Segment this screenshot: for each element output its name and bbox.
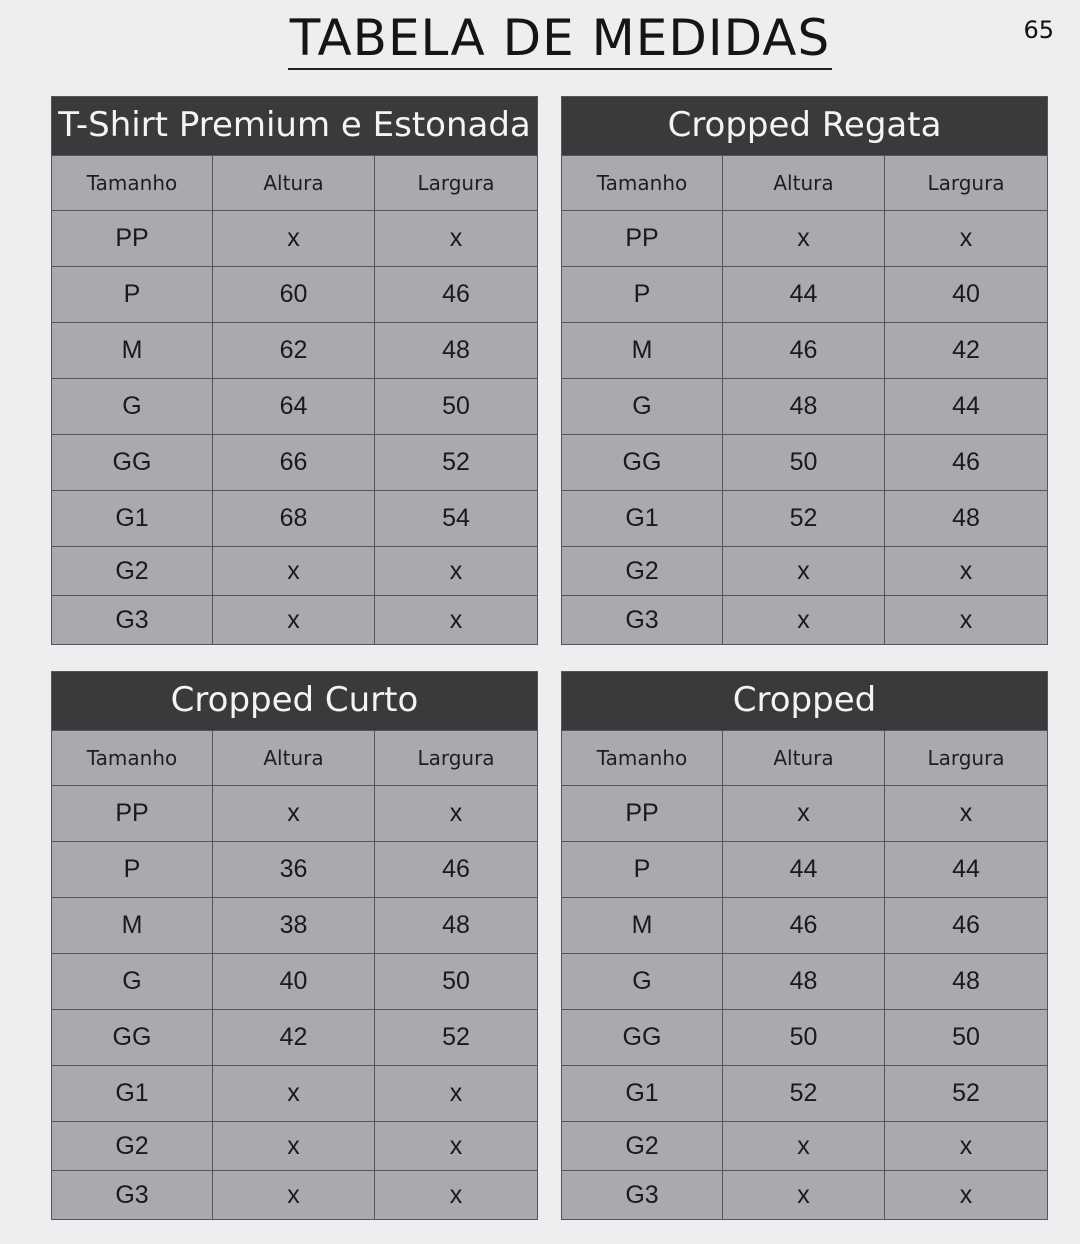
size-cell: G1 [52, 1066, 213, 1121]
width-cell: x [449, 1131, 463, 1160]
height-cell: x [723, 211, 885, 266]
height-cell: x [213, 547, 375, 595]
table-row [52, 266, 537, 322]
width-cell: 44 [952, 855, 980, 883]
height-cell: 40 [213, 954, 375, 1009]
height-cell: 52 [723, 491, 885, 546]
size-cell: GG [562, 1010, 723, 1065]
height-cell: x [213, 786, 375, 841]
table-header-row [52, 155, 537, 210]
page-number: 65 [1023, 16, 1054, 44]
table-row [562, 1009, 1047, 1065]
height-cell: 48 [723, 954, 885, 1009]
height-cell: 42 [213, 1010, 375, 1065]
table-row [52, 595, 537, 644]
column-header: Tamanho [562, 731, 723, 785]
page-title-text: TABELA DE MEDIDAS [288, 8, 832, 70]
height-cell: 46 [723, 898, 885, 953]
height-cell: 50 [723, 435, 885, 490]
height-cell: x [723, 786, 885, 841]
height-cell: 48 [723, 379, 885, 434]
size-cell: M [52, 898, 213, 953]
width-cell: 52 [442, 1023, 470, 1051]
column-header: Altura [213, 156, 375, 210]
table-row [52, 1009, 537, 1065]
height-cell: 62 [213, 323, 375, 378]
size-table-cropped [561, 671, 1048, 1220]
width-cell: 46 [442, 280, 470, 308]
table-header-row [52, 730, 537, 785]
size-cell: G2 [562, 1122, 723, 1170]
size-cell: P [562, 267, 723, 322]
height-cell: x [723, 1122, 885, 1170]
size-cell: G2 [52, 547, 213, 595]
size-cell: G3 [562, 1171, 723, 1219]
size-cell: G [562, 379, 723, 434]
height-cell: 66 [213, 435, 375, 490]
table-row [52, 785, 537, 841]
size-cell: GG [52, 435, 213, 490]
size-cell: M [562, 898, 723, 953]
width-cell: x [959, 1180, 973, 1209]
column-header: Tamanho [52, 156, 213, 210]
table-header-row [562, 730, 1047, 785]
table-row [52, 546, 537, 595]
height-cell: 60 [213, 267, 375, 322]
column-header: Tamanho [52, 731, 213, 785]
table-row [52, 434, 537, 490]
size-cell: P [52, 842, 213, 897]
width-cell: x [449, 1079, 463, 1107]
width-cell: x [449, 224, 463, 252]
height-cell: x [213, 1066, 375, 1121]
table-row [52, 378, 537, 434]
height-cell: x [213, 1122, 375, 1170]
width-cell: x [959, 605, 973, 634]
column-header: Altura [723, 156, 885, 210]
size-cell: G1 [52, 491, 213, 546]
table-title: T-Shirt Premium e Estonada [52, 97, 537, 155]
height-cell: 38 [213, 898, 375, 953]
table-row [562, 595, 1047, 644]
height-cell: 44 [723, 842, 885, 897]
width-cell: 50 [442, 392, 470, 420]
height-cell: 46 [723, 323, 885, 378]
size-table-tshirt [51, 96, 538, 645]
size-cell: PP [562, 211, 723, 266]
size-cell: G1 [562, 1066, 723, 1121]
size-cell: G [52, 379, 213, 434]
size-table-cropped-regata [561, 96, 1048, 645]
height-cell: 50 [723, 1010, 885, 1065]
width-cell: 48 [442, 911, 470, 939]
column-header: Largura [417, 746, 495, 770]
table-row [52, 897, 537, 953]
size-cell: G [52, 954, 213, 1009]
height-cell: 36 [213, 842, 375, 897]
table-row [562, 490, 1047, 546]
table-row [562, 378, 1047, 434]
table-row [562, 1170, 1047, 1219]
width-cell: 42 [952, 336, 980, 364]
width-cell: x [959, 556, 973, 585]
size-cell: GG [52, 1010, 213, 1065]
width-cell: x [959, 799, 973, 827]
height-cell: 68 [213, 491, 375, 546]
width-cell: x [449, 556, 463, 585]
width-cell: x [449, 605, 463, 634]
size-cell: G2 [562, 547, 723, 595]
width-cell: 52 [442, 448, 470, 476]
size-cell: G3 [562, 596, 723, 644]
column-header: Tamanho [562, 156, 723, 210]
table-title: Cropped Curto [52, 672, 537, 730]
table-row [562, 210, 1047, 266]
column-header: Altura [213, 731, 375, 785]
width-cell: 48 [952, 967, 980, 995]
table-row [562, 1121, 1047, 1170]
page-title [0, 8, 1080, 70]
size-cell: G [562, 954, 723, 1009]
width-cell: x [959, 224, 973, 252]
width-cell: 40 [952, 280, 980, 308]
table-row [52, 322, 537, 378]
width-cell: x [449, 799, 463, 827]
width-cell: 48 [442, 336, 470, 364]
table-row [562, 546, 1047, 595]
size-cell: G2 [52, 1122, 213, 1170]
table-row [52, 490, 537, 546]
table-title: Cropped Regata [562, 97, 1047, 155]
height-cell: x [213, 211, 375, 266]
column-header: Largura [927, 171, 1005, 195]
column-header: Largura [927, 746, 1005, 770]
table-row [52, 953, 537, 1009]
height-cell: 44 [723, 267, 885, 322]
column-header: Altura [723, 731, 885, 785]
table-row [52, 841, 537, 897]
size-cell: G3 [52, 596, 213, 644]
table-row [52, 210, 537, 266]
width-cell: 46 [952, 911, 980, 939]
width-cell: x [449, 1180, 463, 1209]
table-row [562, 434, 1047, 490]
height-cell: x [723, 1171, 885, 1219]
table-row [562, 1065, 1047, 1121]
height-cell: x [723, 547, 885, 595]
table-header-row [562, 155, 1047, 210]
width-cell: 50 [442, 967, 470, 995]
width-cell: 50 [952, 1023, 980, 1051]
height-cell: x [213, 596, 375, 644]
size-cell: PP [562, 786, 723, 841]
table-row [562, 785, 1047, 841]
width-cell: x [959, 1131, 973, 1160]
width-cell: 44 [952, 392, 980, 420]
table-row [562, 897, 1047, 953]
height-cell: x [213, 1171, 375, 1219]
height-cell: 52 [723, 1066, 885, 1121]
size-cell: G1 [562, 491, 723, 546]
table-row [562, 953, 1047, 1009]
height-cell: x [723, 596, 885, 644]
size-cell: P [52, 267, 213, 322]
table-row [52, 1121, 537, 1170]
size-cell: GG [562, 435, 723, 490]
width-cell: 46 [952, 448, 980, 476]
table-row [562, 266, 1047, 322]
size-table-cropped-curto [51, 671, 538, 1220]
width-cell: 54 [442, 504, 470, 532]
table-title: Cropped [562, 672, 1047, 730]
size-cell: PP [52, 211, 213, 266]
table-row [562, 841, 1047, 897]
size-cell: G3 [52, 1171, 213, 1219]
size-cell: M [562, 323, 723, 378]
size-cell: M [52, 323, 213, 378]
size-cell: PP [52, 786, 213, 841]
column-header: Largura [417, 171, 495, 195]
size-cell: P [562, 842, 723, 897]
table-row [52, 1065, 537, 1121]
height-cell: 64 [213, 379, 375, 434]
width-cell: 48 [952, 504, 980, 532]
table-row [562, 322, 1047, 378]
width-cell: 46 [442, 855, 470, 883]
width-cell: 52 [952, 1079, 980, 1107]
table-row [52, 1170, 537, 1219]
